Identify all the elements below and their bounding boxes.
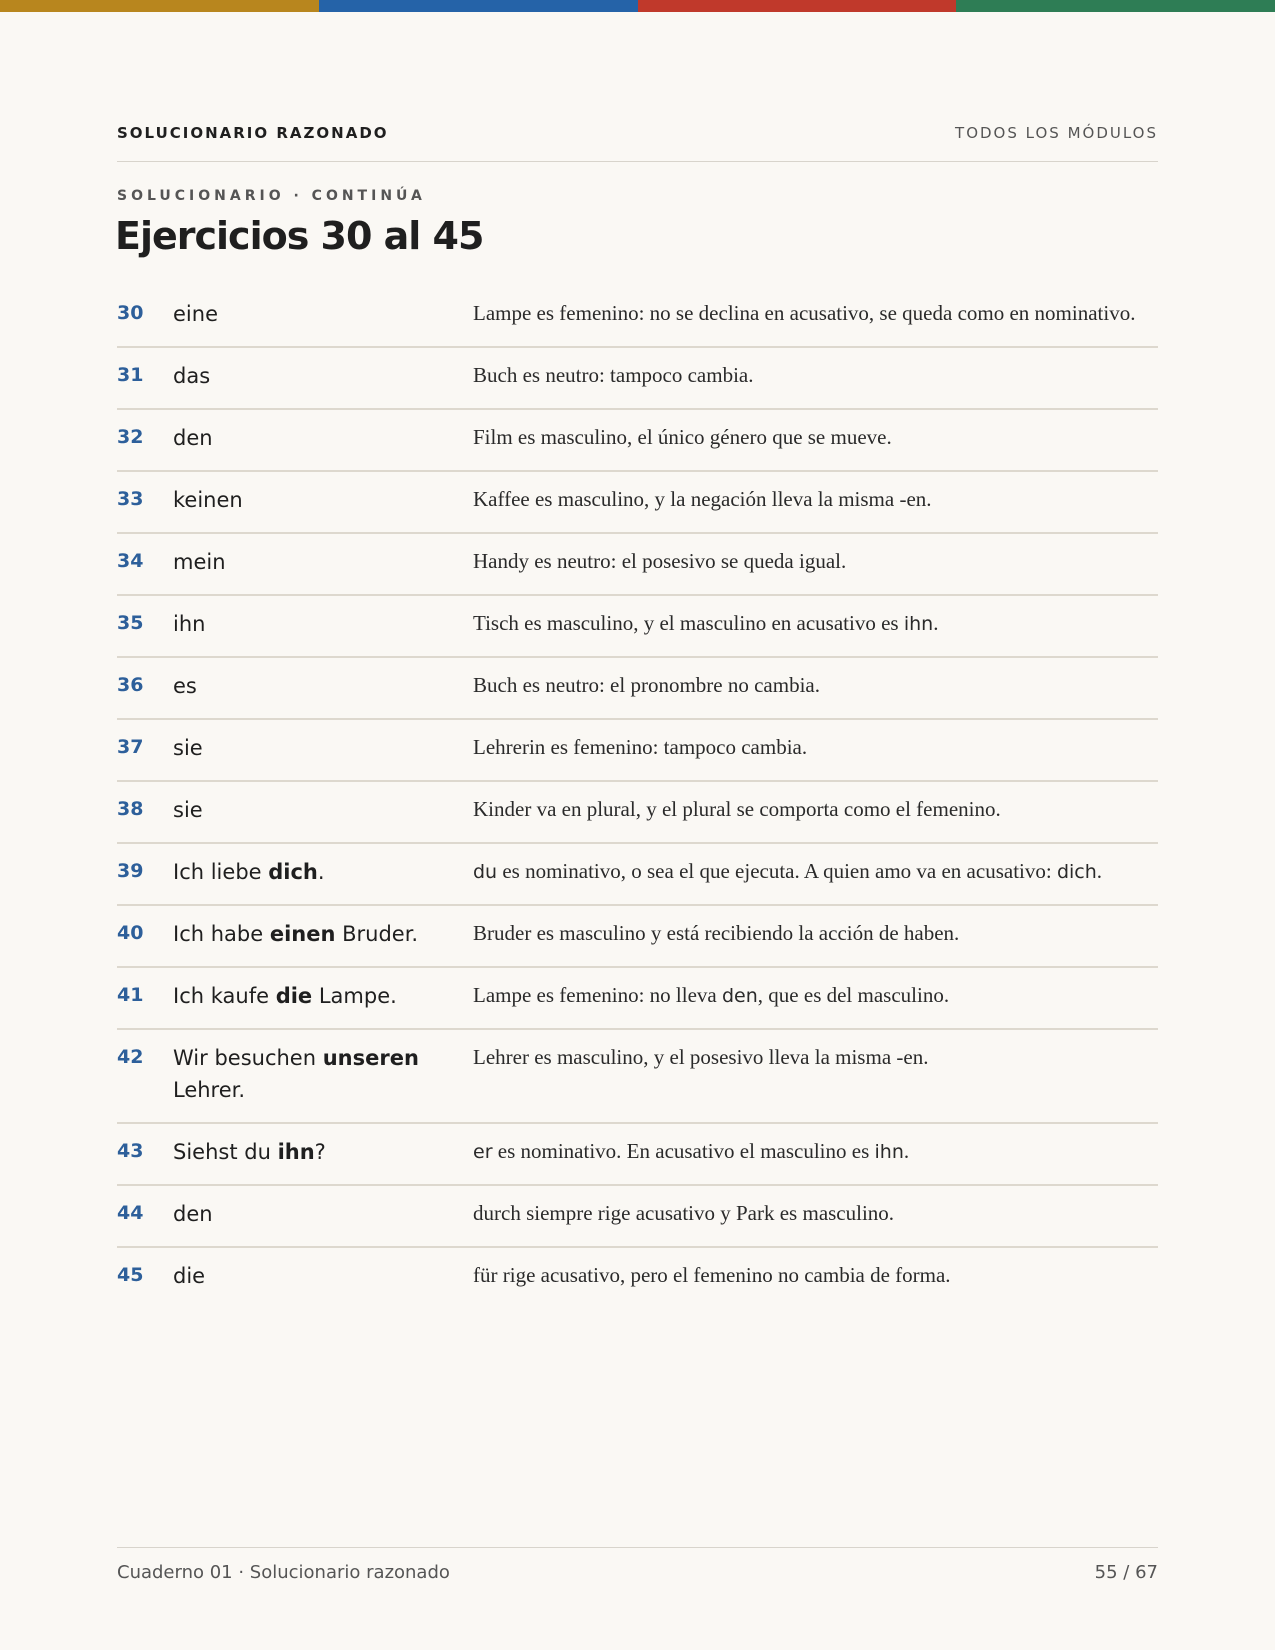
explanation-text: Lampe es femenino: no lleva <box>473 983 722 1007</box>
explanation-text: , que es del masculino. <box>757 983 950 1007</box>
exercise-row <box>117 844 1158 906</box>
exercise-row <box>117 658 1158 720</box>
header-left: SOLUCIONARIO RAZONADO <box>117 124 389 142</box>
exercise-number: 38 <box>117 798 144 820</box>
exercise-answer <box>173 856 473 888</box>
footer-divider <box>117 1547 1158 1548</box>
exercise-answer <box>173 732 473 764</box>
page-title: Ejercicios 30 al 45 <box>115 214 484 258</box>
explanation-text: Lehrer es masculino, y el posesivo lleva la misma -en. <box>473 1045 929 1069</box>
page-footer <box>117 1562 1158 1583</box>
exercise-explanation <box>473 980 1158 1012</box>
answer-text: Ich liebe <box>173 860 269 884</box>
explanation-text: Kinder va en plural, y el plural se comporta como el femenino. <box>473 797 1001 821</box>
exercise-answer <box>173 484 473 516</box>
explanation-text: Buch es neutro: el pronombre no cambia. <box>473 673 820 697</box>
color-bar-segment <box>319 0 638 12</box>
exercise-explanation <box>473 484 1158 516</box>
exercise-number: 37 <box>117 736 144 758</box>
exercise-answer <box>173 298 473 330</box>
answer-text: den <box>173 426 213 450</box>
answer-text: Lehrer. <box>173 1078 246 1102</box>
exercise-number: 45 <box>117 1264 144 1286</box>
explanation-text: Film es masculino, el único género que se mueve. <box>473 425 892 449</box>
exercise-explanation <box>473 856 1158 888</box>
answer-text: Ich kaufe <box>173 984 276 1008</box>
running-header <box>117 124 1158 142</box>
answer-text: Siehst du <box>173 1140 278 1164</box>
answer-text: Ich habe <box>173 922 270 946</box>
exercise-explanation <box>473 360 1158 392</box>
color-bar-segment <box>956 0 1275 12</box>
explanation-text: . <box>903 1139 910 1163</box>
explanation-text: Lampe es femenino: no se declina en acusativo, se queda como en nominativo. <box>473 301 1136 325</box>
explanation-text: Tisch es masculino, y el masculino en acusativo es <box>473 611 904 635</box>
exercise-number: 35 <box>117 612 144 634</box>
explanation-keyword: ihn <box>903 613 934 635</box>
answer-text: Wir besuchen <box>173 1046 323 1070</box>
exercise-answer <box>173 608 473 640</box>
exercise-explanation <box>473 422 1158 454</box>
exercise-number: 39 <box>117 860 144 882</box>
exercise-answer <box>173 1136 473 1168</box>
exercise-answer <box>173 1198 473 1230</box>
exercise-number: 42 <box>117 1046 144 1068</box>
answer-emphasis: ihn <box>277 1140 315 1164</box>
answer-text: Lampe. <box>312 984 397 1008</box>
explanation-keyword: den <box>722 985 758 1007</box>
exercise-row <box>117 968 1158 1030</box>
exercise-row <box>117 720 1158 782</box>
exercise-number: 44 <box>117 1202 144 1224</box>
color-bar-segment <box>638 0 957 12</box>
answer-text: sie <box>173 798 203 822</box>
exercise-number: 31 <box>117 364 144 386</box>
exercise-answer <box>173 918 473 950</box>
exercise-row <box>117 286 1158 348</box>
exercise-number: 41 <box>117 984 144 1006</box>
explanation-keyword: ihn <box>874 1141 904 1163</box>
exercise-answer <box>173 794 473 826</box>
header-right: TODOS LOS MÓDULOS <box>955 124 1158 142</box>
exercise-number: 40 <box>117 922 144 944</box>
explanation-text: für rige acusativo, pero el femenino no cambia de forma. <box>473 1263 951 1287</box>
exercise-row <box>117 1186 1158 1248</box>
exercise-row <box>117 348 1158 410</box>
answer-emphasis: die <box>275 984 313 1008</box>
exercise-row <box>117 410 1158 472</box>
footer-title: Cuaderno 01 · Solucionario razonado <box>117 1562 450 1583</box>
exercise-row <box>117 1030 1158 1124</box>
answer-text: es <box>173 674 197 698</box>
exercise-row <box>117 596 1158 658</box>
answer-emphasis: einen <box>269 922 336 946</box>
exercise-explanation <box>473 794 1158 826</box>
exercise-number: 43 <box>117 1140 144 1162</box>
answer-list <box>117 286 1158 1308</box>
exercise-number: 30 <box>117 302 144 324</box>
exercise-row <box>117 906 1158 968</box>
explanation-keyword: dich <box>1056 861 1097 883</box>
answer-text: das <box>173 364 211 388</box>
exercise-number: 36 <box>117 674 144 696</box>
answer-text: Bruder. <box>335 922 419 946</box>
explanation-text: Bruder es masculino y está recibiendo la acción de haben. <box>473 921 960 945</box>
exercise-answer <box>173 1260 473 1292</box>
explanation-keyword: er <box>473 1141 493 1163</box>
exercise-explanation <box>473 732 1158 764</box>
explanation-text: es nominativo, o sea el que ejecuta. A quien amo va en acusativo: <box>497 859 1057 883</box>
section-kicker: SOLUCIONARIO · CONTINÚA <box>117 188 426 204</box>
exercise-answer <box>173 546 473 578</box>
exercise-number: 33 <box>117 488 144 510</box>
exercise-explanation <box>473 1136 1158 1168</box>
exercise-answer <box>173 422 473 454</box>
color-bar <box>0 0 1275 12</box>
header-divider <box>117 161 1158 162</box>
exercise-explanation <box>473 608 1158 640</box>
page-number: 55 / 67 <box>1094 1562 1158 1583</box>
exercise-explanation <box>473 1198 1158 1230</box>
exercise-explanation <box>473 298 1158 330</box>
exercise-row <box>117 782 1158 844</box>
explanation-text: . <box>933 611 939 635</box>
explanation-text: Handy es neutro: el posesivo se queda igual. <box>473 549 847 573</box>
explanation-text: Buch es neutro: tampoco cambia. <box>473 363 754 387</box>
exercise-row <box>117 1124 1158 1186</box>
answer-text: eine <box>173 302 218 326</box>
explanation-text: Kaffee es masculino, y la negación lleva la misma -en. <box>473 487 932 511</box>
answer-text: die <box>173 1264 206 1288</box>
answer-emphasis: dich <box>268 860 318 884</box>
explanation-text: durch siempre rige acusativo y Park es masculino. <box>473 1201 895 1225</box>
explanation-text: . <box>1096 859 1103 883</box>
exercise-row <box>117 534 1158 596</box>
exercise-row <box>117 472 1158 534</box>
answer-text: . <box>317 860 325 884</box>
exercise-number: 32 <box>117 426 144 448</box>
color-bar-segment <box>0 0 319 12</box>
explanation-keyword: du <box>473 861 498 883</box>
exercise-explanation <box>473 918 1158 950</box>
answer-emphasis: unseren <box>322 1046 419 1070</box>
exercise-explanation <box>473 670 1158 702</box>
exercise-explanation <box>473 1260 1158 1292</box>
answer-text: ? <box>314 1140 326 1164</box>
answer-text: ihn <box>173 612 206 636</box>
exercise-explanation <box>473 546 1158 578</box>
exercise-answer <box>173 670 473 702</box>
exercise-explanation <box>473 1042 1158 1106</box>
answer-text: keinen <box>173 488 243 512</box>
exercise-answer <box>173 360 473 392</box>
exercise-answer <box>173 980 473 1012</box>
exercise-number: 34 <box>117 550 144 572</box>
answer-text: den <box>173 1202 213 1226</box>
explanation-text: es nominativo. En acusativo el masculino es <box>492 1139 875 1163</box>
explanation-text: Lehrerin es femenino: tampoco cambia. <box>473 735 808 759</box>
answer-text: sie <box>173 736 203 760</box>
answer-text: mein <box>173 550 226 574</box>
exercise-answer <box>173 1042 473 1106</box>
exercise-row <box>117 1248 1158 1308</box>
